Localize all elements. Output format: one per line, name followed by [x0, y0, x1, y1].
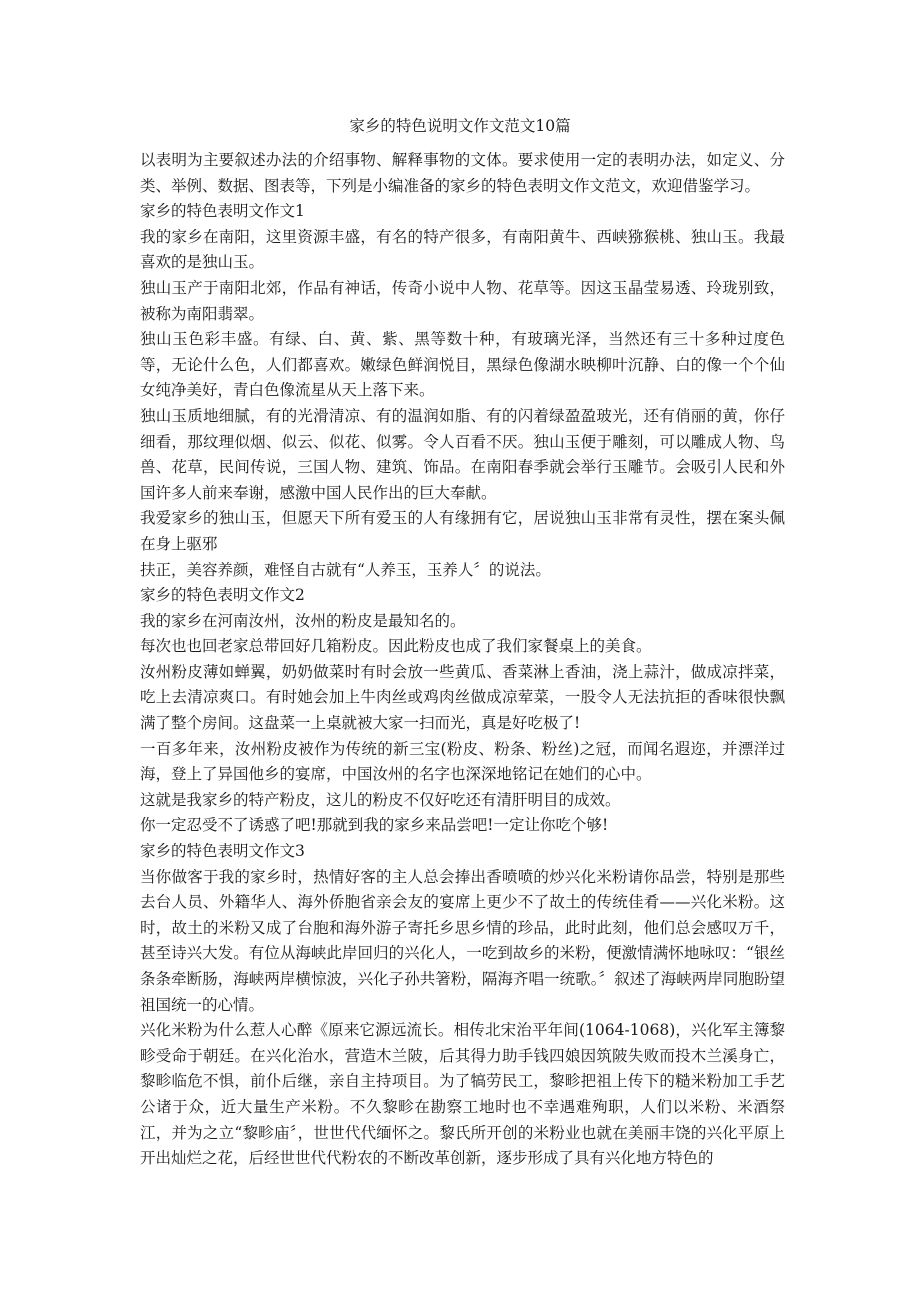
section-heading-2: 家乡的特色表明文作文2 [140, 586, 305, 605]
body-paragraph: 独山玉质地细腻，有的光滑清凉、有的温润如脂、有的闪着绿盈盈玻光，还有俏丽的黄，你仔细看，那纹理似烟、似云、似花、似雾。令人百看不厌。独山玉便于雕刻，可以雕成人物、鸟兽、花草，民间传说，三国人物、建筑、饰品。在南阳春季就会举行玉雕节。会吸引人民和外国许多人前来奉谢，感激中国人民作出的巨大奉献。 [140, 406, 785, 502]
body-paragraph: 独山玉产于南阳北郊，作品有神话，传奇小说中人物、花草等。因这玉晶莹易透、玲珑别致，被称为南阳翡翠。 [140, 278, 785, 323]
body-paragraph: 一百多年来，汝州粉皮被作为传统的新三宝(粉皮、粉条、粉丝)之冠，而闻名遐迩，并漂洋过海，登上了异国他乡的宴席，中国汝州的名字也深深地铭记在她们的心中。 [140, 739, 785, 784]
body-paragraph: 你一定忍受不了诱惑了吧!那就到我的家乡来品尝吧!一定让你吃个够! [140, 816, 609, 835]
body-paragraph: 独山玉色彩丰盛。有绿、白、黄、紫、黑等数十种，有玻璃光泽，当然还有三十多种过度色等，无论什么色，人们都喜欢。嫩绿色鲜润悦目，黑绿色像湖水映柳叶沉静、白的像一个个仙女纯净美好，青白色像流星从天上落下来。 [140, 330, 785, 400]
intro-paragraph: 以表明为主要叙述办法的介绍事物、解释事物的文体。要求使用一定的表明办法，如定义、分类、举例、数据、图表等，下列是小编准备的家乡的特色表明文作文范文，欢迎借鉴学习。 [140, 151, 785, 195]
section-heading-1: 家乡的特色表明文作文1 [140, 202, 305, 221]
document-title: 家乡的特色说明文作文范文10篇 [349, 117, 571, 135]
body-paragraph: 扶正，美容养颜，难怪自古就有“人养玉，玉养人〞的说法。 [140, 560, 551, 579]
body-paragraph: 每次也也回老家总带回好几箱粉皮。因此粉皮也成了我们家餐桌上的美食。 [140, 637, 652, 656]
body-paragraph: 当你做客于我的家乡时，热情好客的主人总会捧出香喷喷的炒兴化米粉请你品尝，特别是那些去台人员、外籍华人、海外侨胞省亲会友的宴席上更少不了故土的传统佳肴——兴化米粉。这时，故土的米粉又成了台胞和海外游子寄托乡思乡情的珍品，此时此刻，他们总会感叹万千，甚至诗兴大发。有位从海峡此岸回归的兴化人，一吃到故乡的米粉，便激情满怀地咏叹：“银丝条条牵断肠，海峡两岸横惊波，兴化子孙共箸粉，隔海齐唱一统歌。〞叙述了海峡两岸同胞盼望祖国统一的心情。 [140, 867, 785, 1014]
body-paragraph: 这就是我家乡的特产粉皮，这儿的粉皮不仅好吃还有清肝明目的成效。 [140, 790, 621, 809]
body-paragraph: 兴化米粉为什么惹人心醉《原来它源远流长。相传北宋治平年间(1064-1068)，兴化军主簿黎畛受命于朝廷。在兴化治水，营造木兰陂，后其得力助手钱四娘因筑陂失败而投木兰溪身亡，黎畛临危不惧，前仆后继，亲自主持项目。为了犒劳民工，黎畛把祖上传下的糙米粉加工手艺公诸于众，近大量生产米粉。不久黎畛在勘察工地时也不幸遇难殉职，人们以米粉、米酒祭江，并为之立“黎畛庙〞，世世代代缅怀之。黎氏所开创的米粉业也就在美丽丰饶的兴化平原上开出灿烂之花，后经世世代代粉农的不断改革创新，逐步形成了具有兴化地方特色的 [140, 1021, 785, 1168]
body-paragraph: 汝州粉皮薄如蝉翼，奶奶做菜时有时会放一些黄瓜、香菜淋上香油，浇上蒜汁，做成凉拌菜，吃上去清凉爽口。有时她会加上牛肉丝或鸡肉丝做成凉荤菜，一股令人无法抗拒的香味很快飘满了整个房间。这盘菜一上桌就被大家一扫而光，真是好吃极了! [140, 662, 785, 733]
section-heading-3: 家乡的特色表明文作文3 [140, 842, 305, 861]
body-paragraph: 我的家乡在河南汝州，汝州的粉皮是最知名的。 [140, 611, 466, 630]
body-paragraph: 我爱家乡的独山玉，但愿天下所有爱玉的人有缘拥有它，居说独山玉非常有灵性，摆在案头佩在身上驱邪 [140, 509, 785, 553]
body-paragraph: 我的家乡在南阳，这里资源丰盛，有名的特产很多，有南阳黄牛、西峡猕猴桃、独山玉。我最喜欢的是独山玉。 [140, 227, 785, 272]
document-body [140, 148, 785, 1172]
